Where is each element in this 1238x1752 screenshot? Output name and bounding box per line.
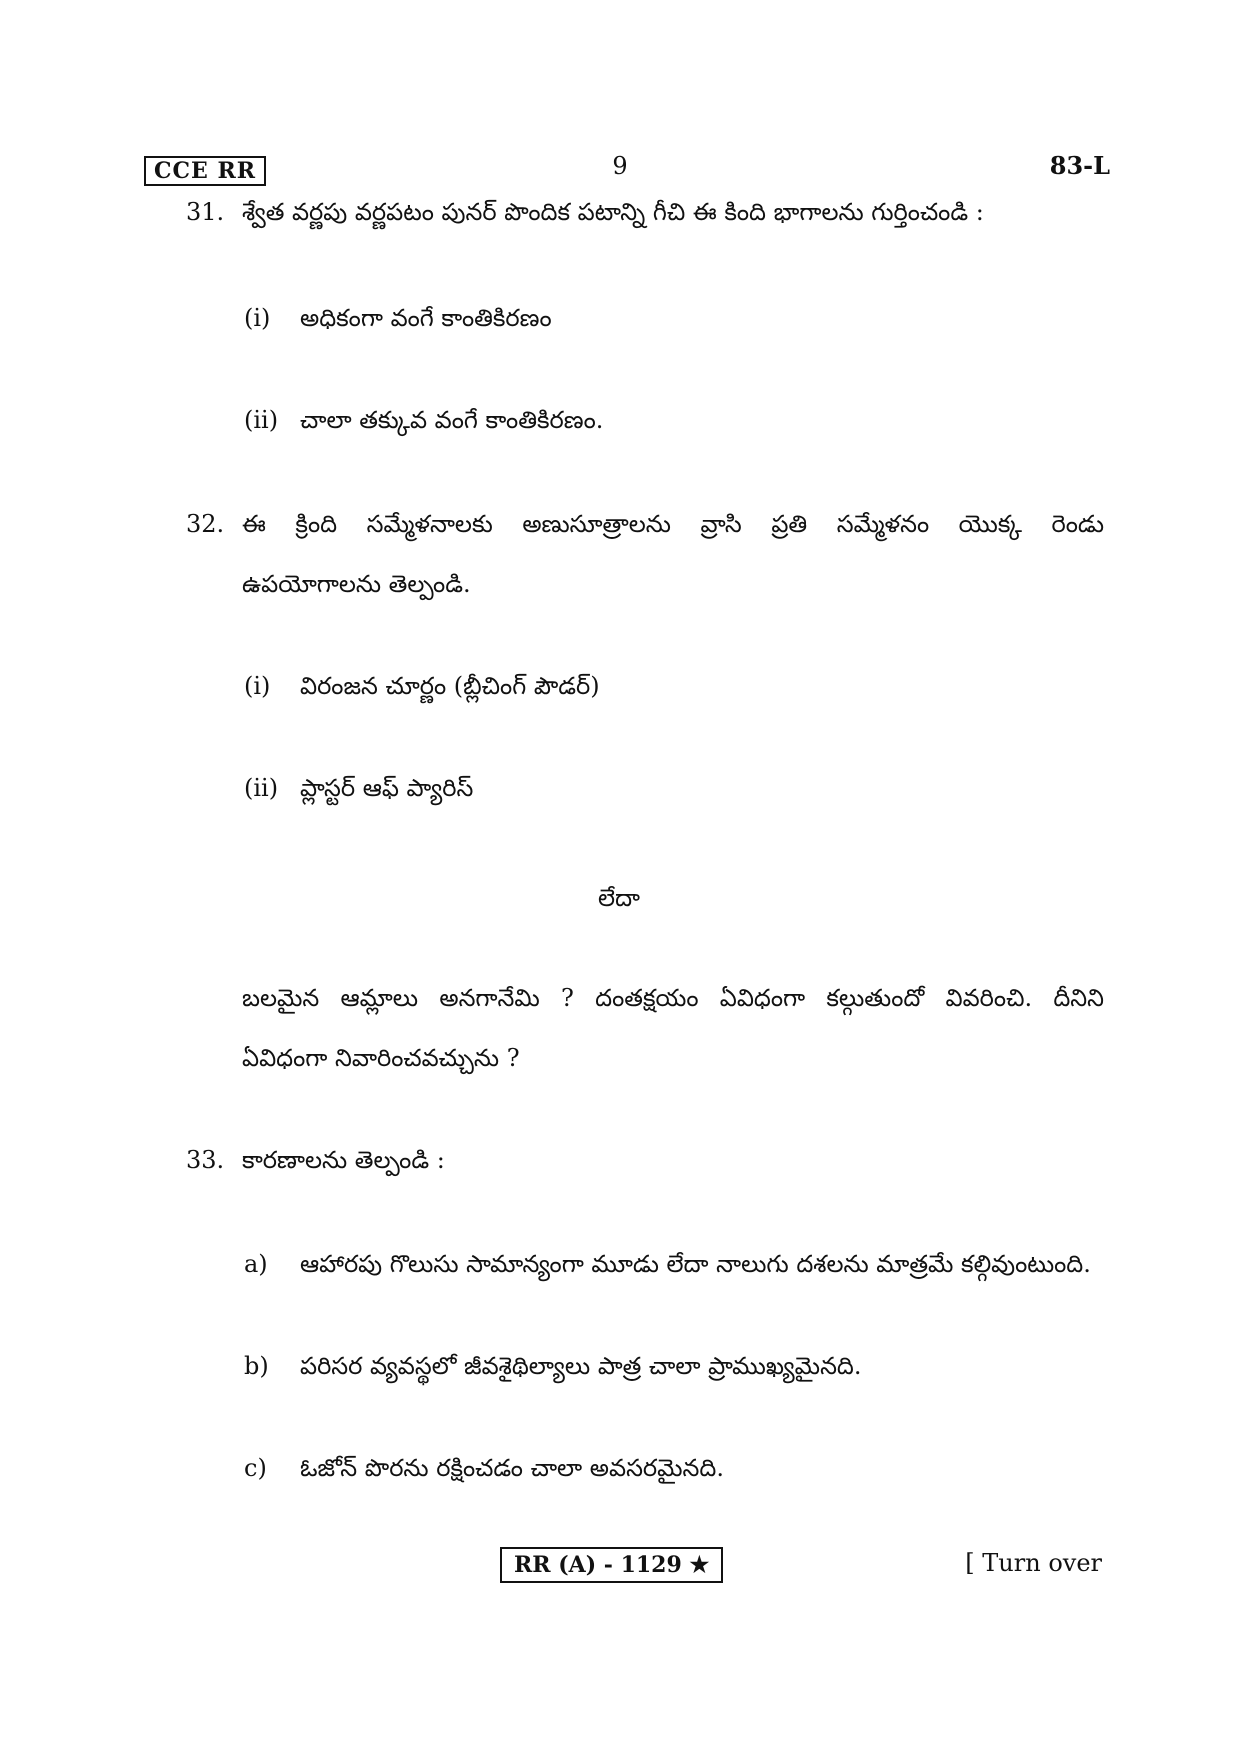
- question-text: శ్వేత వర్ణపు వర్ణపటం పునర్ పొందిక పటాన్ని గీచి ఈ కింది భాగాలను గుర్తించండి :: [242, 198, 984, 226]
- page-number: 9: [612, 152, 628, 180]
- item-label: a): [244, 1250, 268, 1278]
- item-label: c): [244, 1454, 267, 1482]
- item-text: విరంజన చూర్ణం (బ్లీచింగ్ పౌడర్): [300, 672, 600, 700]
- q33-item-c: [0, 1450, 1238, 1490]
- item-label: (ii): [244, 774, 279, 802]
- item-text: ఓజోన్ పొరను రక్షించడం చాలా అవసరమైనది.: [300, 1454, 724, 1482]
- q32-item-ii: [0, 770, 1238, 810]
- question-number: 31.: [186, 198, 225, 226]
- question-33: [0, 1142, 1238, 1182]
- question-32: [0, 506, 1238, 546]
- header-code-box: CCE RR: [144, 156, 266, 186]
- item-text: పరిసర వ్యవస్థలో జీవశైథిల్యాలు పాత్ర చాలా ప్రాముఖ్యమైనది.: [300, 1352, 862, 1380]
- alternative-question-line-2: ఏవిధంగా నివారించవచ్చును ?: [242, 1044, 520, 1072]
- q32-item-i: [0, 668, 1238, 708]
- item-label: (i): [244, 672, 271, 700]
- question-text: కారణాలను తెల్పండి :: [242, 1146, 445, 1174]
- item-label: b): [244, 1352, 269, 1380]
- paper-code: 83-L: [1049, 151, 1110, 180]
- q33-item-b: [0, 1348, 1238, 1388]
- question-text-line-1: ఈ క్రింది సమ్మేళనాలకు అణుసూత్రాలను వ్రాసి ప్రతి సమ్మేళనం యొక్క రెండు: [242, 510, 1104, 538]
- question-number: 33.: [186, 1146, 225, 1174]
- q31-item-i: [0, 300, 1238, 340]
- item-text: చాలా తక్కువ వంగే కాంతికిరణం.: [300, 406, 604, 434]
- turn-over-note: [ Turn over: [965, 1549, 1102, 1577]
- question-text-line-2: ఉపయోగాలను తెల్పండి.: [242, 570, 471, 598]
- footer-code-box: RR (A) - 1129 ★: [500, 1547, 723, 1583]
- question-number: 32.: [186, 510, 225, 538]
- q31-item-ii: [0, 402, 1238, 442]
- or-divider: లేదా: [598, 884, 640, 912]
- item-label: (i): [244, 304, 271, 332]
- item-text: ఆహారపు గొలుసు సామాన్యంగా మూడు లేదా నాలుగు దశలను మాత్రమే కల్గివుంటుంది.: [300, 1250, 1091, 1278]
- alternative-question-line-1: బలమైన ఆమ్లాలు అనగానేమి ? దంతక్షయం ఏవిధంగా కల్గుతుందో వివరించి. దీనిని: [242, 984, 1104, 1012]
- item-text: ప్లాస్టర్ ఆఫ్ ప్యారిస్: [300, 774, 474, 802]
- question-31: [0, 194, 1238, 234]
- item-label: (ii): [244, 406, 279, 434]
- question-32-line-2: [0, 566, 1238, 606]
- q33-item-a: [0, 1246, 1238, 1286]
- item-text: అధికంగా వంగే కాంతికిరణం: [300, 304, 552, 332]
